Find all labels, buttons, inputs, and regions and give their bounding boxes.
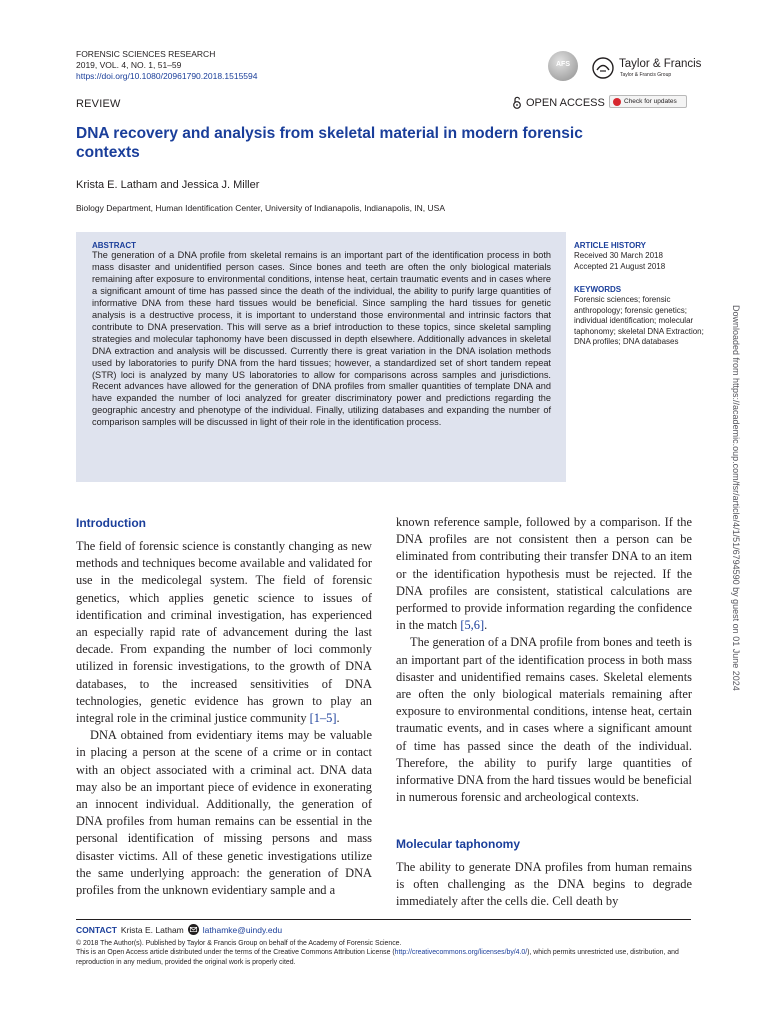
contact-email-link[interactable]: lathamke@uindy.edu xyxy=(202,924,283,935)
doi-link[interactable]: https://doi.org/10.1080/20961790.2018.1515594 xyxy=(76,71,258,81)
paragraph-text: known reference sample, followed by a comparison. If the DNA profiles are not consistent then a person can be eliminated from contributing their transfer DNA to an item or the identification hypothesis must be rejected. If the DNA profiles are consistent, statistical calculations are performed to provide information regarding the confidence in the match xyxy=(396,515,692,633)
abstract-text: The generation of a DNA profile from skeletal remains is an important part of the identification process in both mass disaster and unidentified person cases. Since bones and teeth are often the only biological materials remaining after exposure to environmental conditions, intense heat, certain traumatic events and in cases where a significant amount of time has passed since the death of the individual, the ability to purify large quantities of informative DNA from these hard tissues would be beneficial. Since sampling the hard tissues for genetic analysis is a destructive process, it is important to understand those environmental and intrinsic factors that contribute to DNA preservation. This will serve as a brief introduction to these topics, since skeletal sampling strategies and molecular taphonomy have been discussed in depth elsewhere. Additionally advances in skeletal DNA extraction and analysis will be discussed. Currently there is great variation in the DNA isolation methods used by laboratories to purify DNA from the hard tissues; however, a standardized set of short tandem repeat (STR) loci is analyzed by many US laboratories to allow for comparisons across samples and jurisdictions. Recent advances have allowed for the generation of DNA profiles from smaller quantities of template DNA and have expanded the number of loci analyzed for greater discriminatory power and predictions regarding the geographic ancestry and phenotype of the individual. Finally, utilizing databases and expanding the number of comparison samples will be discussed in light of their role in the identification process. xyxy=(92,250,551,428)
article-history xyxy=(574,241,704,272)
section-heading-molecular-taphonomy: Molecular taphonomy xyxy=(396,837,521,851)
left-column xyxy=(76,538,372,899)
article-title: DNA recovery and analysis from skeletal material in modern forensic contexts xyxy=(76,125,583,161)
license-text xyxy=(76,948,691,967)
open-lock-icon xyxy=(512,96,522,109)
article-history-label: ARTICLE HISTORY xyxy=(574,241,647,250)
copyright-text: © 2018 The Author(s). Published by Taylor & Francis Group on behalf of the Academy of Forensic Science. xyxy=(76,940,402,947)
contact-line xyxy=(76,924,282,935)
crossmark-icon xyxy=(613,98,621,106)
paragraph: The generation of a DNA profile from bones and teeth is an important part of the identification process in both mass disaster and unidentified remains cases. Skeletal elements are often the only biological materials remaining after exposure to environmental conditions, intense heat, certain traumatic events, and in cases where a significant amount of time has passed since the death of the individual. Therefore, the ability to purify large quantities of informative DNA from the hard tissues would be beneficial in numerous forensic and archeological contexts. xyxy=(396,635,692,805)
license-pre: This is an Open Access article distributed under the terms of the Creative Commons Attribution License ( xyxy=(76,949,395,957)
footer-divider xyxy=(76,919,691,920)
paragraph: The ability to generate DNA profiles from human remains is often challenging as the DNA begins to degrade immediately after the cells die. Cell death by xyxy=(396,860,692,909)
publisher-subname: Taylor & Francis Group xyxy=(620,72,672,78)
open-access-badge xyxy=(512,96,605,109)
section-heading-introduction: Introduction xyxy=(76,516,146,530)
download-note: Downloaded from https://academic.oup.com/fsr/article/4/1/51/6794590 by guest on 01 June 2024 xyxy=(731,305,741,691)
keywords-label: KEYWORDS xyxy=(574,285,622,294)
journal-header xyxy=(76,49,258,82)
journal-issue: 2019, VOL. 4, NO. 1, 51–59 xyxy=(76,60,182,70)
keywords-text: Forensic sciences; forensic anthropology; forensic genetics; individual identification; molecular taphonomy; skeletal DNA Extraction; DNA profiles; DNA databases xyxy=(574,295,704,347)
abstract-label: ABSTRACT xyxy=(92,241,136,250)
contact-name: Krista E. Latham xyxy=(120,924,184,935)
accepted-date: Accepted 21 August 2018 xyxy=(574,261,666,271)
publisher-name: Taylor & Francis xyxy=(619,58,702,70)
right-column xyxy=(396,514,692,806)
article-type: REVIEW xyxy=(76,98,121,110)
paragraph: known reference sample, followed by a comparison. If the DNA profiles are not consistent then a person can be eliminated from contributing their transfer DNA to an item or the identification hypothesis must be rejected. If the DNA profiles are consistent, statistical calculations are performed to provide information regarding the confidence in the match [5,6]. xyxy=(396,515,692,633)
copyright-notice xyxy=(76,939,691,967)
open-access-label: OPEN ACCESS xyxy=(526,96,605,109)
authors: Krista E. Latham and Jessica J. Miller xyxy=(76,179,260,191)
society-logo xyxy=(548,51,578,81)
society-logo-text: AFS xyxy=(556,61,570,68)
envelope-icon xyxy=(188,924,199,935)
contact-label: CONTACT xyxy=(76,924,117,935)
license-link[interactable]: http://creativecommons.org/licenses/by/4.0/ xyxy=(394,949,528,957)
right-column-continued xyxy=(396,859,692,911)
journal-name: FORENSIC SCIENCES RESEARCH xyxy=(76,49,216,59)
citation-link[interactable]: [1–5] xyxy=(309,711,337,726)
taylor-francis-logo-icon xyxy=(592,57,614,79)
keywords xyxy=(574,285,704,347)
paragraph: DNA obtained from evidentiary items may be valuable in placing a person at the scene of a crime or in contact with an object associated with a criminal act. DNA data may also be an important piece of evidence in exonerating an innocent individual. Additionally, the generation of DNA profiles from human remains can be essential in the personal identification of missing persons and mass disaster victims. All of these genetic investigations utilize the same underlying approach: the generation of DNA profiles from the unknown evidentiary sample and a xyxy=(76,728,372,898)
paragraph: The field of forensic science is constantly changing as new methods and techniques become available and validated for use in the medicolegal system. The field of forensic genetics, which applies genetic science to issues of identification and criminal investigation, has experienced an especially rapid rate of advancement during the last decade. From expanding the number of loci commonly utilized in forensic investigations, to the growth of DNA databases, to the increased sensitivities of DNA technologies, genetic evidence has grown to play an integral role in the criminal justice community [1–5]. xyxy=(76,539,372,726)
check-updates-label: Check for updates xyxy=(624,98,677,105)
affiliation: Biology Department, Human Identification Center, University of Indianapolis, Indianapolis, IN, USA xyxy=(76,203,445,213)
received-date: Received 30 March 2018 xyxy=(574,251,663,261)
paragraph-text: The field of forensic science is constantly changing as new methods and techniques become available and validated for use in the medicolegal system. The field of forensic genetics, which applies genetic science to issues of identification and criminal investigation, has experienced an especially rapid rate of advancement during the last decade. From expanding the number of loci commonly utilized in forensic investigations, to the growth of DNA databases, to the increased sensitivities of DNA technologies, genetic evidence has grown to play an integral role in the criminal justice community xyxy=(76,539,372,726)
check-updates-button[interactable] xyxy=(609,95,687,108)
citation-link[interactable]: [5,6] xyxy=(460,618,485,633)
license-post: ), which permits unrestricted use, distribution, and reproduction in any medium, provided the original work is properly cited. xyxy=(76,949,679,966)
